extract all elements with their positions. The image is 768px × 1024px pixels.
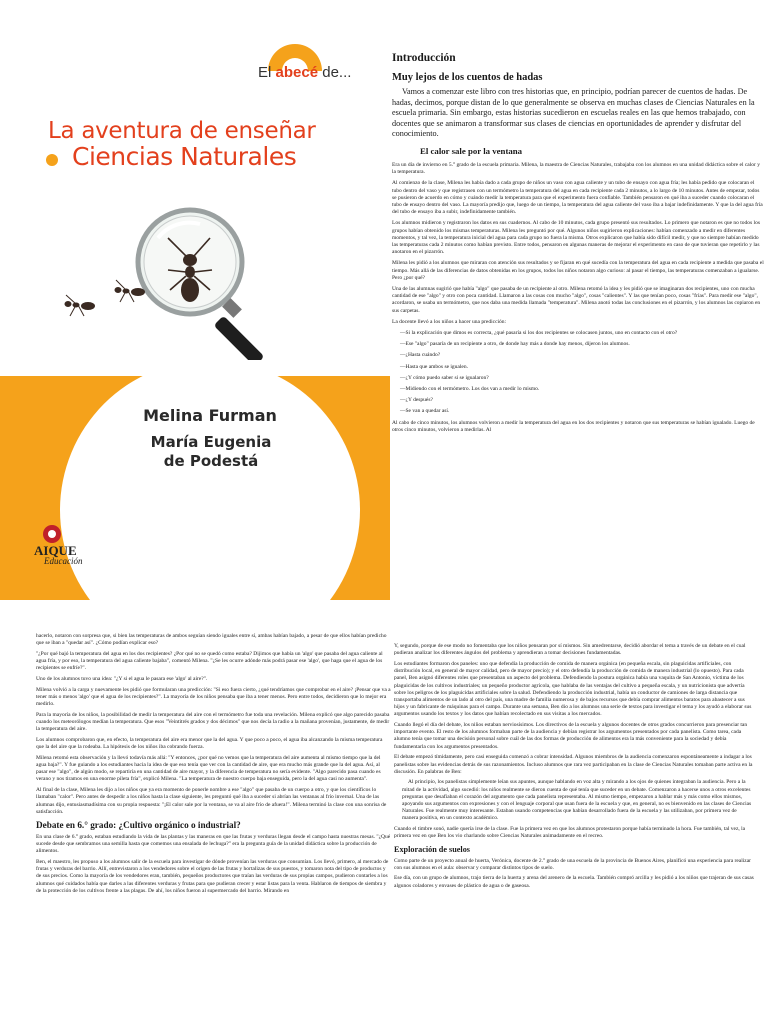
paragraph: Uno de los alumnos tuvo una idea: "¿Y si el agua le pasara ese 'algo' al aire?".: [36, 676, 208, 683]
magnifying-glass-ants-illustration: [40, 200, 340, 360]
paragraph: En una clase de 6.° grado, estaban estudiando la vida de las plantas y las maneras en que las frutas y verduras llegan desde el campo hasta nuestras mesas. "¿Qué sucede desde que sembramos una semilla hasta que comemos una ensalada de lechuga?" era la pregunta guía de la unidad didáctica sobre la producción de alimentos.: [36, 833, 391, 855]
paragraph: Al comienzo de la clase, Milena les había dado a cada grupo de niños un vaso con agua caliente y un tubo de ensayo con agua fría; les había pedido que colocaran el tubo dentro del vaso y que registrasen con un termómetro la temperatura del agua en cada recipiente cada 2 minutos, a lo largo de 10 minutos. Antes de empezar, todos se pusieron de acuerdo en cómo y cuándo medir la temperatura para que el experimento fuera confiable. También pensaron en qué iba a suceder cuando colocaran el tubo de ensayo dentro del vaso. La mayoría predijo que, luego de un tiempo, la temperatura del agua caliente del vaso iba a bajar indefinidamente. Y que la del agua fría del tubo de ensayo iba a subir, indefinidamente también.: [392, 180, 763, 216]
publisher-name: AIQUE: [34, 543, 77, 558]
paragraph: Cuando el timbre sonó, nadie quería irse de la clase. Fue la primera vez en que los alumnos protestaron porque había terminado la hora. Fue también, tal vez, la primera vez en que Ben los vio charlando sobre Ciencias Naturales animadamente en el recreo.: [394, 826, 746, 840]
block-quote: Al principio, los panelistas simplemente leían sus apuntes, aunque hablando en voz alta y mirando a los ojos de quienes integraban la audiencia. Pero a la mitad de la actividad, algo sucedió: los niños realmente se dieron cuenta de qué tenía que suceder en un debate. Comenzaron a hacerse unos a otros excelentes preguntas que desafiaban el corazón del argumento que cada panelista representaba. Al mismo tiempo, empezaron a hablar más y más como ellos mismos, apoyando sus argumentos con expresiones y con el lenguaje corporal que usan fuera de la escuela y que, en general, no es bienvenido en las clases de Ciencias Naturales. Fue realmente muy interesante. Estaban usando competencias que habían desarrollado fuera de la escuela y las utilizaban, por primera vez de manera positiva, en un contexto académico.: [402, 779, 752, 822]
book-cover: [0, 0, 390, 600]
dialogue-line: —¿Hasta cuándo?: [400, 352, 441, 359]
paragraph: Al cabo de cinco minutos, los alumnos volvieron a medir la temperatura del agua en los dos recipientes y notaron que sus temperaturas se habían igualado. Luego de otros cinco minutos, volvieron a medirlas. Al: [392, 419, 755, 433]
paragraph: Los alumnos comprobaron que, en efecto, la temperatura del aire era menor que la del agua. Y que poco a poco, el agua iba alcanzando la misma temperatura que la del aire que la rodeaba. La hipótesis de los niños iba cobrando fuerza.: [36, 736, 383, 751]
dialogue-line: —Ese "algo" pasaría de un recipiente a otro, de donde hay más a donde hay menos, dijeron los alumnos.: [400, 341, 630, 348]
paragraph: Milena volvió a la carga y nuevamente les pidió que formularan una predicción: "Si eso fuera cierto, ¿qué tendríamos que comprobar en el aire? ¡Pensar que va a tener más o menos 'algo' que el agua de los recipientes?". La mayoría de los niños pensaba que iba a tener menos. Pero entre todos, decidieron que lo mejor era medirlo.: [36, 686, 391, 708]
author-name-2: María Eugenia de Podestá: [150, 433, 272, 470]
paragraph: Los estudiantes formaron dos paneles: uno que defendía la producción de comida de manera orgánica (en pequeña escala, sin plaguicidas artificiales, con distribución local, en general de mayor calidad, pero de mayor precio); y el otro defendía la producción de comida de manera industrial (lo opuesto). Para cada panel, Ben asignó diferentes roles que presentaban un aspecto del problema. Defendiendo la postura orgánica había una vaquita de San Antonio, víctima de los plaguicidas de los cultivos industriales; un pequeño productor agrícola, que hablaba de las ventajas del cultivo a pequeña escala, y un nutricionista que advertía sobre los peligros de los plaguicidas artificiales sobre la salud. Defendiendo la producción industrial, había un conductor de camiones de larga distancia que transportaba alimentos de un lado al otro del país, una madre de familia numerosa y de bajos recursos que debía comprar alimentos baratos para abastecer a sus hijos y un fabricante de máquinas para el campo. Durante una semana, Ben dio a los alumnos una serie de textos para investigar el tema y los ayudó a elaborar sus argumentos usando los textos y los datos que habían recolectado en sus visitas a los mercados.: [394, 660, 752, 718]
chapter-subheading: Muy lejos de los cuentos de hadas: [392, 72, 543, 83]
dialogue-line: —Si la explicación que dimos es correcta, ¿qué pasaría si los dos recipientes se colocasen juntos, uno en contacto con el otro?: [400, 330, 678, 337]
chapter-heading: Introducción: [392, 52, 456, 64]
introduction-page: [392, 52, 764, 438]
paragraph: Ben, el maestro, les propuso a los alumnos salir de la escuela para investigar de dónde provenían las verduras que consumían. Los llevó, primero, al mercado de frutas y verduras del barrio. Allí, entrevistaron a los vendedores sobre el origen de las frutas y hortalizas de sus puestos, y tomaron nota del tipo de productos y de sus precios. Como la mayoría de los vendedores eran, también, pequeños productores que traían las verduras de sus propias campos, pudieron contarles a los alumnos qué cuidados había que darles a las diferentes verduras y frutas para que pudieran crecer y estar listas para la venta. Hablaron de tiempos de siembra y de la protección de los cultivos frente a las plagas. De ahí, los niños fueron al supermercado del barrio. Mirando en: [36, 859, 389, 894]
aique-logo-icon: [40, 524, 64, 544]
dialogue-line: —¿Y cómo puedo saber si se igualaron?: [400, 374, 489, 381]
paragraph: "¿Por qué bajó la temperatura del agua en los dos recipientes? ¿Por qué no se quedó como estaba? Dijimos que había un 'algo' que pasaba del agua caliente al agua fría, y por eso, la temperatura del agua caliente bajaba", comentó Milena. "¿Se les ocurre adónde más podrá pasar ese 'algo', que haga que el agua de los recipientes se enfríe?".: [36, 650, 383, 672]
lead-paragraph: Vamos a comenzar este libro con tres historias que, en principio, podrían parecer de cuentos de hadas. De hadas, decimos, porque distan de lo que generalmente se observa en muchas clases de Ciencias Naturales en la escuela primaria. Sin embargo, estas historias sucedieron en escuelas reales en las que hemos trabajado, con docentes que se animaron a transformar sus clases de ciencias en oportunidades de aprender y disfrutar del conocimiento.: [392, 87, 755, 139]
paragraph: La docente llevó a los niños a hacer una predicción:: [392, 318, 507, 325]
series-name: El abecé de...: [258, 64, 352, 81]
page2-left-column: [36, 633, 391, 899]
paragraph: Para la mayoría de los niños, la posibilidad de medir la temperatura del aire con el termómetro fue toda una revelación. Milena explicó que algo parecido pasaba cuando los meteorólogos medían la temperatura. Que esos "Veintitrés grados y dos décimos" que nos decía la radio a la mañana provenían, justamente, de medir la temperatura del aire.: [36, 711, 390, 733]
paragraph: Los alumnos midieron y registraron los datos en sus cuadernos. Al cabo de 10 minutos, cada grupo presentó sus resultados. Lo primero que notaron es que no todos los grupos habían obtenido los mismas temperaturas. Milena les preguntó por qué. Algunos niños sugirieron explicaciones: habían comenzado a medir en diferentes momentos, y tal vez, la temperatura inicial del agua para cada grupo no fuera la misma. Otros explicaron que había sido difícil medir, y que no siempre habían medido las temperaturas cada 2 minutos como habían previsto. Entre todos, pensaron en algunas maneras de mejorar el experimento en caso de que tuvieran que repetirlo y las anotaron en el pizarrón.: [392, 220, 760, 256]
paragraph: Milena retomó esta observación y la llevó todavía más allá: "Y entonces, ¿por qué no vemos que la temperatura del aire aumenta al mismo tiempo que la del agua baja?". Y fue guiando a los estudiantes hacia la idea de que eso tenía que ver con la cantidad de aire, que era mucho más grande que la del agua. Así, al pasar ese "algo", de algún modo, se repartiría en una cantidad de aire mayor, y la diferencia de temperatura no sería evidente. "Algo parecido pasa cuando es verano y nos tiramos en una enorme pileta fría", explicó Milena. "La temperatura de nuestro cuerpo baja enseguida, pero la del agua casi no aumenta".: [36, 754, 381, 783]
paragraph: Ese día, con un grupo de alumnos, trajo tierra de la huerta y arena del arenero de la escuela. También compró arcilla y les pidió a los niños que trajeran de sus casas algunos coladores y envases de plástico de agua o de gaseosa.: [394, 875, 754, 889]
paragraph: Y, segundo, porque de ese modo no fomentaba que los niños pensaran por sí mismos. Sin amedrentarse, decidió abordar el tema a través de un debate en el cual pudieran analizar los diferentes ángulos del problema y aprendieran a tomar decisiones fundamentadas.: [394, 643, 746, 657]
dialogue-line: —Hasta que ambos se igualen.: [400, 363, 468, 370]
publisher-subtitle: Educación: [44, 556, 83, 566]
paragraph: Cuando llegó el día del debate, los niños estaban nerviosísimos. Los directivos de la escuela y algunos docentes de otros grados concurrieron para presenciar tan importante evento. El resto de los alumnos formaban parte de la audiencia y debían registrar los argumentos presentados por cada panelista. Como tarea, cada alumno tenía que tomar una decisión personal sobre cuál de las dos formas de producción de alimentos era la más conveniente para la sociedad y debía fundamentarla con los argumentos presentados.: [394, 722, 748, 750]
paragraph: Al final de la clase, Milena les dijo a los niños que ya era momento de ponerle nombre a ese "algo" que pasaba de un cuerpo a otro, y que los científicos lo llamaban "calor". Pero antes de despedir a los niños hasta la clase siguiente, les preguntó qué iba a suceder si abrían las ventanas al frío invernal. Una de las alumnas dijo, entusiasmadísima con su propia respuesta: "¡El calor sale por la ventana, se va al aire frío de afuera!". Milena terminó la clase con una sonrisa de satisfacción.: [36, 787, 387, 815]
dialogue-line: —Midiendo con el termómetro. Los dos van a medir lo mismo.: [400, 386, 540, 393]
section-heading: Debate en 6.° grado: ¿Cultivo orgánico o industrial?: [36, 819, 241, 830]
cover-title-line2: Ciencias Naturales: [72, 142, 297, 171]
author-name-1: Melina Furman: [143, 406, 277, 425]
dialogue-line: —¿Y después?: [400, 397, 433, 404]
paragraph: Era un día de invierno en 5.° grado de la escuela primaria. Milena, la maestra de Ciencias Naturales, trabajaba con los alumnos en una unidad didáctica sobre el calor y la temperatura.: [392, 161, 760, 176]
section-heading: El calor sale por la ventana: [420, 145, 523, 156]
paragraph: Como parte de un proyecto anual de huerta, Verónica, docente de 2.° grado de una escuela de la provincia de Buenos Aires, planificó una experiencia para realizar con sus alumnos en el aula: observar y comparar distintos tipos de suelo.: [394, 857, 752, 871]
paragraph: Una de las alumnas sugirió que había "algo" que pasaba de un recipiente al otro. Milena retomó la idea y les pidió que se imaginaran dos recipientes, uno con mucha cantidad de ese "algo" y otro con poca cantidad. Llamaron a las cosas con mucho "algo", cosas "calientes". Y las que tenían poco, cosas "frías". Para medir ese "algo", acordaron, se usaba un termómetro, que nos daba una medida llamada "temperatura". Milena anotó todas las conclusiones en el pizarrón, y los alumnos las copiaron en sus carpetas.: [392, 286, 761, 314]
dialogue-line: —Se van a quedar así.: [400, 408, 450, 415]
cover-title-line1: La aventura de enseñar: [48, 118, 316, 144]
paragraph: El debate empezó tímidamente, pero casi enseguida comenzó a cobrar intensidad. Algunos miembros de la audiencia comenzaron espontáneamente a indagar a los panelistas sobre las evidencias detrás de sus razonamientos. Incluso alumnos que rara vez participaban en la clase de Ciencias Naturales tomaban parte activa en la discusión. En palabras de Ben:: [394, 754, 753, 775]
cover-bullet-icon: [46, 154, 58, 166]
paragraph: hacerlo, notaron con sorpresa que, si bien las temperaturas de ambos seguían siendo iguales entre sí, ambas habían bajado, a pesar de que ellos habían predicho que se iban a "quedar así". ¿Cómo podían explicar eso?: [36, 633, 387, 647]
section-heading: Exploración de suelos: [394, 844, 470, 854]
paragraph: Milena les pidió a los alumnos que miraran con atención sus resultados y se fijaran en qué sucedía con la temperatura del agua en cada recipiente a medida que pasaba el tiempo. Más allá de las diferencias de datos obtenidas en los grupos, todos los niños notaron algo curioso: al pasar el tiempo, las temperaturas comenzaban a igualarse. Pero ¿por qué?: [392, 260, 764, 281]
page2-right-column: [394, 643, 754, 893]
